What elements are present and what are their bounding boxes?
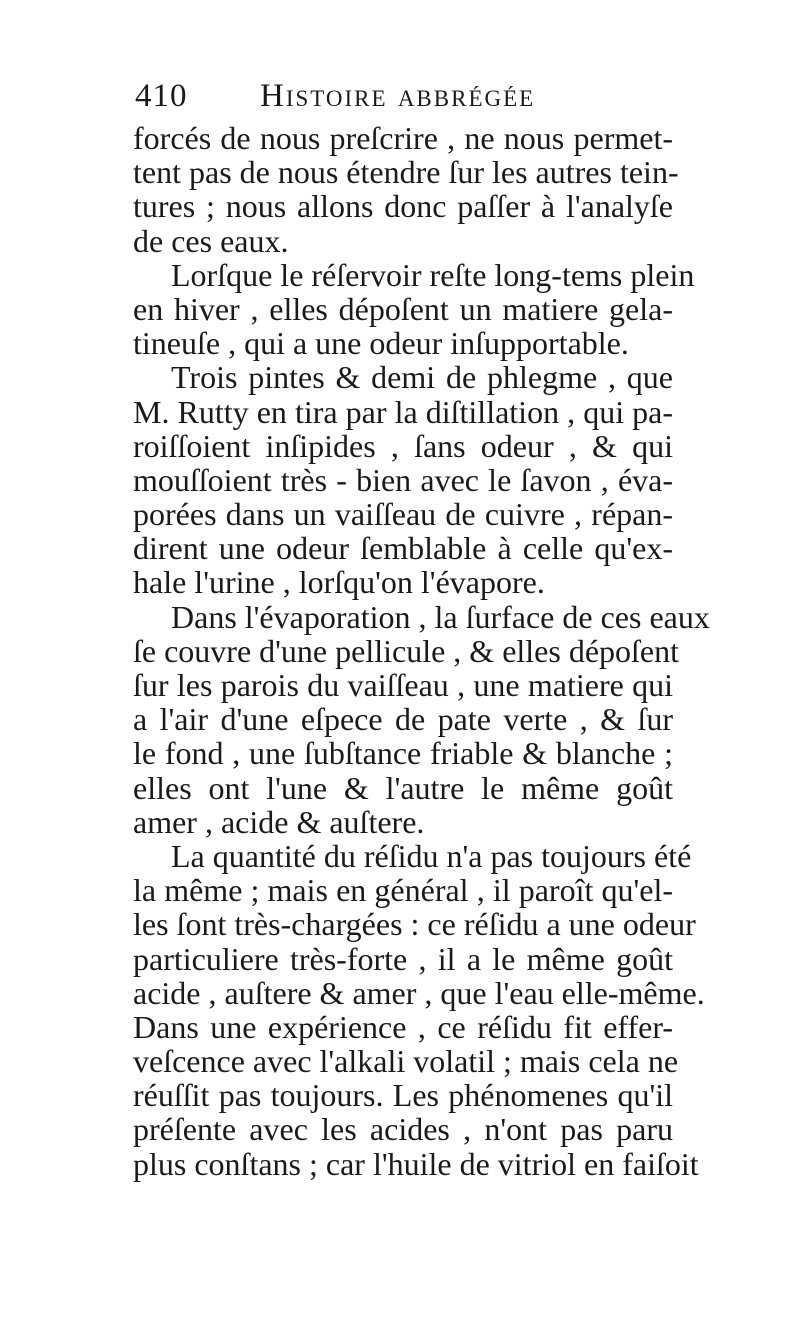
text-line: tineuſe , qui a une odeur inſupportable. [133, 325, 629, 362]
text-line: acide , auſtere & amer , que l'eau elle-même. [133, 974, 705, 1011]
text-line: Trois pintes & demi de phlegme , que [171, 359, 673, 396]
body-text [133, 120, 710, 1182]
text-line: Dans une expérience , ce réſidu fit effer- [133, 1008, 673, 1045]
text-line: dirent une odeur ſemblable à celle qu'ex- [133, 530, 673, 567]
text-line: elles ont l'une & l'autre le même goût [133, 769, 673, 806]
text-line: Lorſque le réſervoir reſte long-tems plein [171, 256, 695, 293]
text-line: ſe couvre d'une pellicule , & elles dépoſent [133, 632, 680, 669]
text-line: préſente avec les acides , n'ont pas paru [133, 1111, 673, 1148]
text-line: tures ; nous allons donc paſſer à l'analyſe [133, 188, 673, 225]
text-line: veſcence avec l'alkali volatil ; mais cela ne [133, 1043, 679, 1080]
text-line: amer , acide & auſtere. [133, 803, 425, 840]
running-title: Histoire abbrégée [260, 78, 536, 114]
text-line: la même ; mais en général , il paroît qu'el- [133, 872, 673, 909]
text-line: M. Rutty en tira par la diſtillation , qui pa- [133, 393, 673, 430]
text-line: ſur les parois du vaiſſeau , une matiere qui [133, 667, 673, 703]
page-number: 410 [135, 78, 188, 114]
text-line: particuliere très-forte , il a le même goût [133, 940, 673, 977]
text-line: La quantité du réſidu n'a pas toujours été [171, 837, 692, 874]
text-line: porées dans un vaiſſeau de cuivre , répan- [133, 496, 673, 533]
text-line: plus conſtans ; car l'huile de vitriol en faiſoit [133, 1145, 699, 1182]
text-line: les ſont très-chargées : ce réſidu a une odeur [133, 906, 696, 943]
text-line: en hiver , elles dépoſent un matiere gela- [133, 290, 673, 327]
text-line: roiſſoient inſipides , ſans odeur , & qui [133, 427, 673, 464]
text-line: mouſſoient très - bien avec le ſavon , éva- [133, 461, 673, 498]
text-line: Dans l'évaporation , la ſurface de ces eaux [171, 598, 710, 635]
text-line: tent pas de nous étendre ſur les autres tein- [133, 154, 679, 191]
page-header [135, 76, 675, 116]
text-line: forcés de nous preſcrire , ne nous permet- [133, 120, 673, 156]
text-line: de ces eaux. [133, 222, 289, 259]
text-line: a l'air d'une eſpece de pate verte , & ſur [133, 701, 673, 738]
text-line: hale l'urine , lorſqu'on l'évapore. [133, 564, 545, 601]
text-line: réuſſit pas toujours. Les phénomenes qu'il [133, 1077, 673, 1114]
text-line: le fond , une ſubſtance friable & blanche ; [133, 735, 673, 772]
